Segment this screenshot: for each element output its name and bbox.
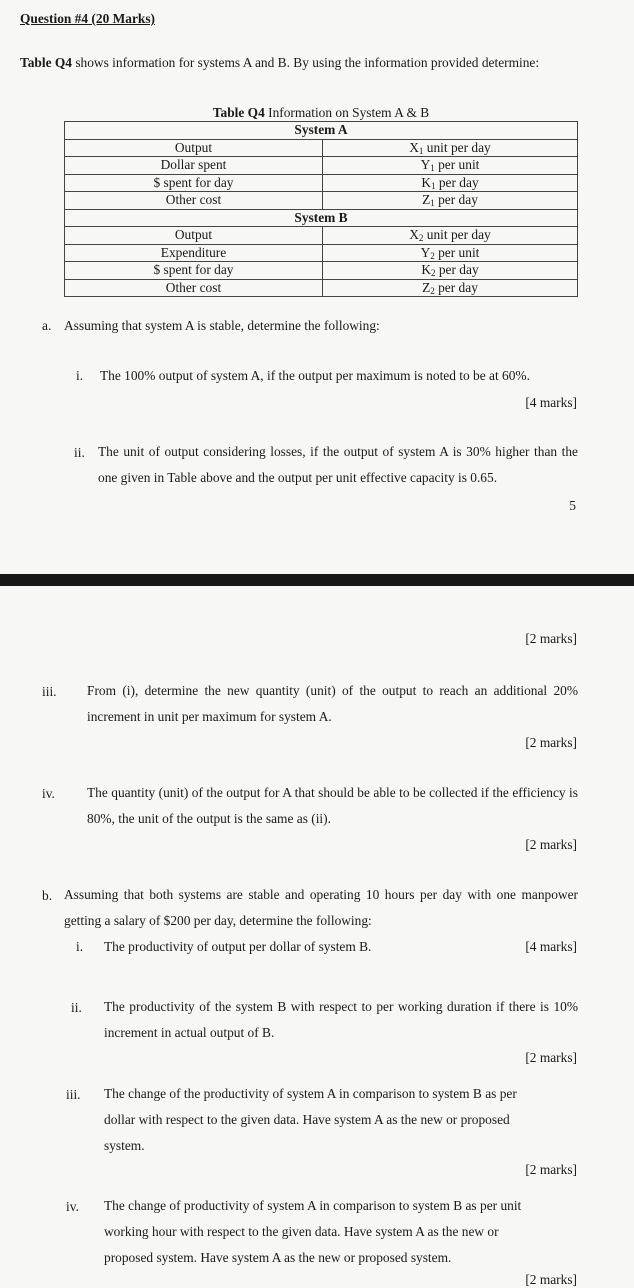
b-iv-text: The change of productivity of system A in comparison to system B as per unit working hour with respect to the given data. Have system A as the new or proposed system. Have system A as the new or proposed system. [104,1198,522,1265]
a-i-number: i. [76,368,84,383]
row-value: $Y_2$ per unit [323,244,578,262]
intro-table-ref: Table Q4 [20,55,72,70]
a-ii-text: The unit of output considering losses, if the output of system A is 30% higher than the one given in Table above and the output per unit effective capacity is 0.65. [98,444,578,485]
page-break-band [0,574,634,586]
b-iii-number: iii. [66,1087,81,1102]
row-label: Output [65,227,323,245]
part-a-label: a. [42,318,52,333]
table-row [65,192,578,210]
row-label: Expenditure [65,244,323,262]
b-iii-marks: [2 marks] [525,1162,577,1177]
a-iv-marks: [2 marks] [525,837,577,852]
intro-text: shows information for systems A and B. By using the information provided determine: [71,55,540,70]
table-row [65,227,578,245]
a-iv-text: The quantity (unit) of the output for A that should be able to be collected if the efficiency is 80%, the unit of the output is the same as (ii). [87,785,578,826]
table-caption [64,105,578,121]
b-i-marks: [4 marks] [525,939,577,954]
part-b-label: b. [42,888,53,903]
a-ii-marks: [2 marks] [525,631,577,646]
b-i-text: The productivity of output per dollar of system B. [104,939,372,954]
part-a-text: Assuming that system A is stable, determine the following: [64,318,380,333]
system-info-table [64,121,578,297]
part-b-text: Assuming that both systems are stable and operating 10 hours per day with one manpower getting a salary of $200 per day, determine the following: [64,887,578,928]
row-value: $K_2$ per day [323,262,578,280]
row-value: $Z_2$ per day [323,279,578,297]
row-label: Other cost [65,192,323,210]
row-value: $X_2$ unit per day [323,227,578,245]
row-label: Output [65,139,323,157]
row-value: $Z_1$ per day [323,192,578,210]
b-ii-number: ii. [71,1000,82,1015]
system-b-header: System B [65,209,578,227]
a-i-marks: [4 marks] [525,395,577,410]
b-iii-text: The change of the productivity of system A in comparison to system B as per dollar with respect to the given data. Have system A as the new or proposed system. [104,1086,517,1153]
b-i-number: i. [76,939,84,954]
row-value: $X_1$ unit per day [323,139,578,157]
b-iv-marks-partial: [2 marks] [525,1272,577,1287]
table-row [65,139,578,157]
a-iii-marks: [2 marks] [525,735,577,750]
a-i-text: The 100% output of system A, if the output per maximum is noted to be at 60%. [100,368,530,383]
page-number: 5 [569,498,576,513]
row-value: $Y_1$ per unit [323,157,578,175]
b-iv-number: iv. [66,1199,79,1214]
row-label: $ spent for day [65,262,323,280]
row-label: $ spent for day [65,174,323,192]
a-iv-number: iv. [42,786,55,801]
table-row [65,174,578,192]
a-ii-number: ii. [74,445,85,460]
a-iii-text: From (i), determine the new quantity (unit) of the output to reach an additional 20% increment in unit per maximum for system A. [87,683,578,724]
b-ii-text: The productivity of the system B with respect to per working duration if there is 10% increment in actual output of B. [104,999,578,1040]
caption-text: Information on System A & B [264,105,430,120]
b-ii-marks: [2 marks] [525,1050,577,1065]
caption-table-ref: Table Q4 [212,105,265,120]
table-row [65,262,578,280]
question-title: Question #4 (20 Marks) [20,11,156,26]
table-row [65,157,578,175]
table-row [65,279,578,297]
row-label: Dollar spent [65,157,323,175]
question-intro [20,53,578,72]
table-row [65,244,578,262]
a-iii-number: iii. [42,684,57,699]
system-a-header: System A [65,122,578,140]
row-label: Other cost [65,279,323,297]
row-value: $K_1$ per day [323,174,578,192]
